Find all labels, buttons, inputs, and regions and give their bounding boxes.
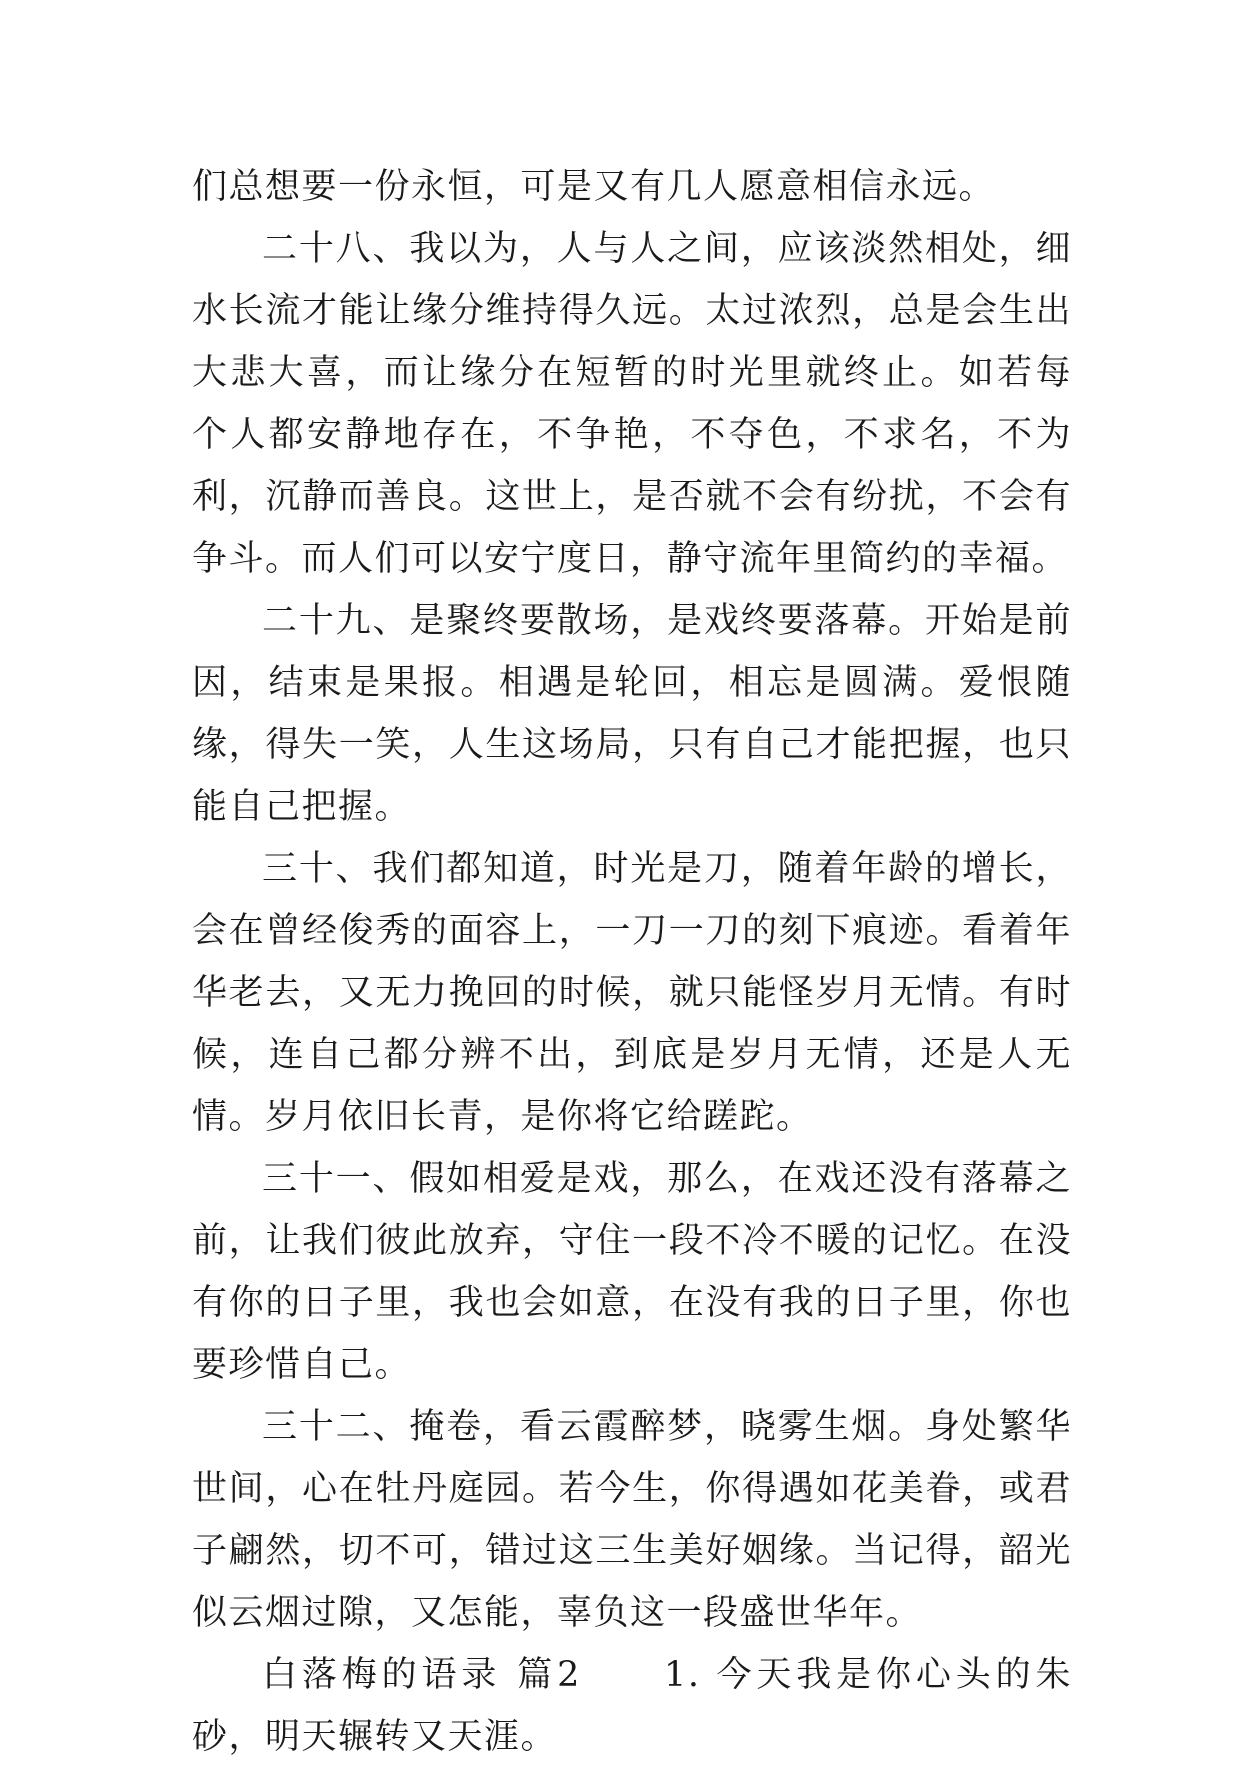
paragraph-30: 三十、我们都知道，时光是刀，随着年龄的增长，会在曾经俊秀的面容上，一刀一刀的刻下痕迹。看着年华老去，又无力挽回的时候，就只能怪岁月无情。有时候，连自己都分辨不出，到底是岁月无情，还是人无情。岁月依旧长青，是你将它给蹉跎。	[192, 849, 1072, 1137]
paragraph-section-2: 白落梅的语录 篇2 1. 今天我是你心头的朱砂，明天辗转又天涯。	[192, 1655, 1072, 1757]
paragraph-continuation: 们总想要一份永恒，可是又有几人愿意相信永远。	[192, 167, 996, 207]
paragraph-29: 二十九、是聚终要散场，是戏终要落幕。开始是前因，结束是果报。相遇是轮回，相忘是圆满。爱恨随缘，得失一笑，人生这场局，只有自己才能把握，也只能自己把握。	[192, 601, 1072, 827]
document-body	[192, 156, 1072, 1768]
paragraph-28: 二十八、我以为，人与人之间，应该淡然相处，细水长流才能让缘分维持得久远。太过浓烈，总是会生出大悲大喜，而让缘分在短暂的时光里就终止。如若每 个人都安静地存在，不争艳，不夺色，不求名，不为利，沉静而善良。这世上，是否就不会有纷扰，不会有争斗。而人们可以安宁度日，静守流年里简约的幸福。	[192, 229, 1072, 579]
paragraph-32: 三十二、掩卷，看云霞醉梦，晓雾生烟。身处繁华世间，心在牡丹庭园。若今生，你得遇如花美眷，或君子翩然，切不可，错过这三生美好姻缘。当记得，韶光似云烟过隙，又怎能，辜负这一段盛世华年。	[192, 1407, 1072, 1633]
paragraph-31: 三十一、假如相爱是戏，那么，在戏还没有落幕之前，让我们彼此放弃，守住一段不冷不暖的记忆。在没有你的日子里，我也会如意，在没有我的日子里，你也要珍惜自己。	[192, 1159, 1072, 1385]
